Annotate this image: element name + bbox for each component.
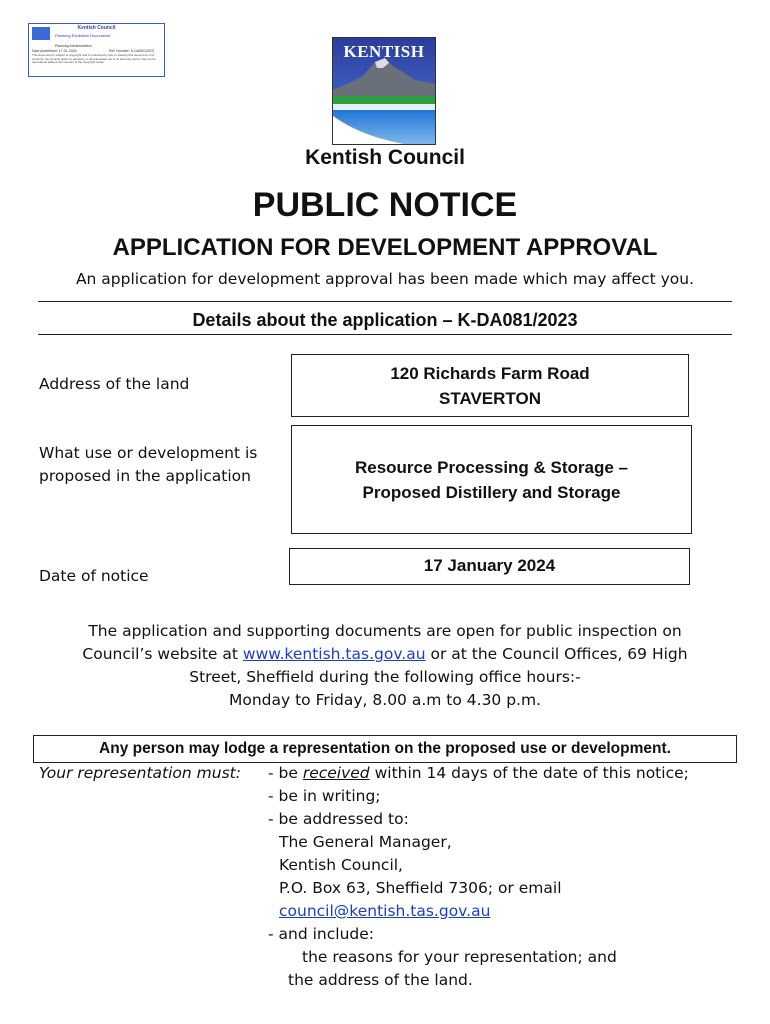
application-title: APPLICATION FOR DEVELOPMENT APPROVAL (112, 234, 658, 261)
rep-email-line (279, 900, 490, 923)
council-title: Kentish Council (305, 146, 465, 169)
rep-item-addressed: - be addressed to: (268, 810, 409, 828)
address-line-2: STAVERTON (438, 388, 541, 408)
rep-item-writing: - be in writing; (268, 787, 381, 805)
address-line-1: 120 Richards Farm Road (390, 363, 590, 383)
kentish-logo (332, 37, 436, 145)
planning-stamp (28, 23, 165, 77)
representation-must-label: Your representation must: (39, 764, 241, 782)
details-heading: Details about the application – K-DA081/2023 (192, 310, 578, 330)
stamp-dept: Planning Administration (55, 44, 92, 48)
rep-include-address: the address of the land. (288, 971, 473, 989)
date-value: 17 January 2024 (423, 556, 556, 575)
address-box (291, 354, 689, 417)
stamp-date: Date Advertised: 17-01-2024 (32, 49, 77, 53)
public-notice-title: PUBLIC NOTICE (252, 186, 518, 224)
use-line-2: Proposed Distillery and Storage (362, 482, 621, 502)
notice-subtitle: An application for development approval has been made which may affect you. (75, 270, 695, 288)
address-label: Address of the land (39, 375, 190, 393)
rep-addr-manager: The General Manager, (279, 833, 452, 851)
rep-addr-council: Kentish Council, (279, 856, 403, 874)
divider-top (38, 301, 732, 302)
inspection-paragraph: The application and supporting documents are open for public inspection on Council’s website at www.kentish.tas.gov.au or at the Council Offices, 69 High Street, Sheffield during the following office hours:- Monday to Friday, 8.00 a.m to 4.30 p.m. (82, 622, 688, 709)
email-link[interactable]: council@kentish.tas.gov.au (279, 902, 491, 920)
use-box (291, 425, 692, 534)
rep-item-received: - be received within 14 days of the date of this notice; (268, 764, 689, 782)
stamp-ref: Ref. Number: K-DA081/2023 (109, 49, 154, 53)
rep-addr-po-box: P.O. Box 63, Sheffield 7306; or email (279, 879, 562, 897)
logo-word: KENTISH (343, 42, 425, 61)
divider-bottom (38, 334, 732, 335)
use-line-1: Resource Processing & Storage – (354, 457, 629, 477)
lodge-representation-box: Any person may lodge a representation on the proposed use or development. (33, 735, 737, 763)
use-label: What use or development is proposed in the application (39, 444, 258, 485)
stamp-org: Kentish Council (77, 25, 116, 31)
rep-item-include: - and include: (268, 925, 374, 943)
stamp-subtitle: Planning Exhibition Documents (55, 33, 111, 38)
rep-include-reasons: the reasons for your representation; and (302, 948, 617, 966)
date-box (289, 548, 690, 585)
website-link[interactable]: www.kentish.tas.gov.au (242, 645, 426, 663)
stamp-disclaimer: This document is subject to copyright and is protected by law. In viewing this document or its contents, the Council gives no warranty or representation as to its accuracy and it may not be reproduced without the consent of the copyright owner. (32, 53, 156, 65)
date-label: Date of notice (39, 567, 149, 585)
